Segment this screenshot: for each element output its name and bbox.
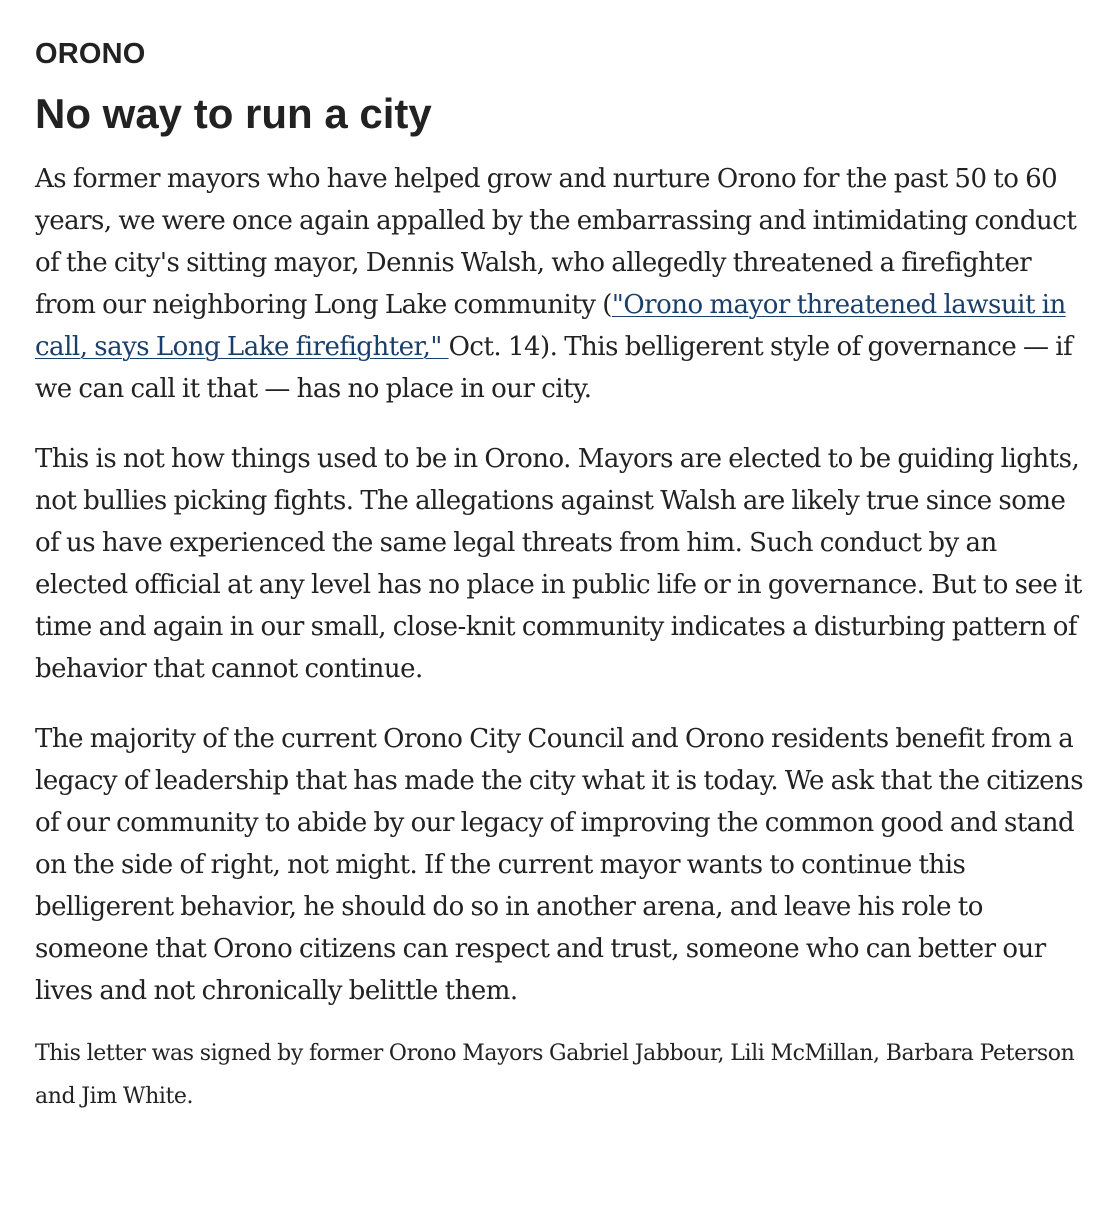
section-kicker: ORONO [35, 38, 146, 70]
article-headline: No way to run a city [35, 90, 432, 137]
paragraph-2: This is not how things used to be in Orono. Mayors are elected to be guiding lights, not bullies picking fights. The allegations against Walsh are likely true since some of us have experienced the same legal threats from him. Such conduct by an elected official at any level has no place in public life or in governance. But to see it time and again in our small, close-knit community indicates a disturbing pattern of behavior that cannot continue. [35, 444, 1082, 684]
paragraph-1-text-after-link: Oct. 14). This belligerent style of governance — if we can call it that — has no place in our city. [35, 332, 1073, 404]
related-article-link[interactable]: "Orono mayor threatened lawsuit in call, says Long Lake firefighter," [35, 290, 1066, 362]
paragraph-1 [35, 158, 1085, 410]
signature-note: This letter was signed by former Orono Mayors Gabriel Jabbour, Lili McMillan, Barbara Peterson and Jim White. [35, 1041, 1075, 1109]
article [35, 36, 1085, 1118]
paragraph-1-text-before-link: As former mayors who have helped grow and nurture Orono for the past 50 to 60 years, we were once again appalled by the embarrassing and intimidating conduct of the city's sitting mayor, Dennis Walsh, who allegedly threatened a firefighter from our neighboring Long Lake community ( [35, 164, 1077, 320]
paragraph-3: The majority of the current Orono City Council and Orono residents benefit from a legacy of leadership that has made the city what it is today. We ask that the citizens of our community to abide by our legacy of improving the common good and stand on the side of right, not might. If the current mayor wants to continue this belligerent behavior, he should do so in another arena, and leave his role to someone that Orono citizens can respect and trust, someone who can better our lives and not chronically belittle them. [35, 724, 1084, 1006]
